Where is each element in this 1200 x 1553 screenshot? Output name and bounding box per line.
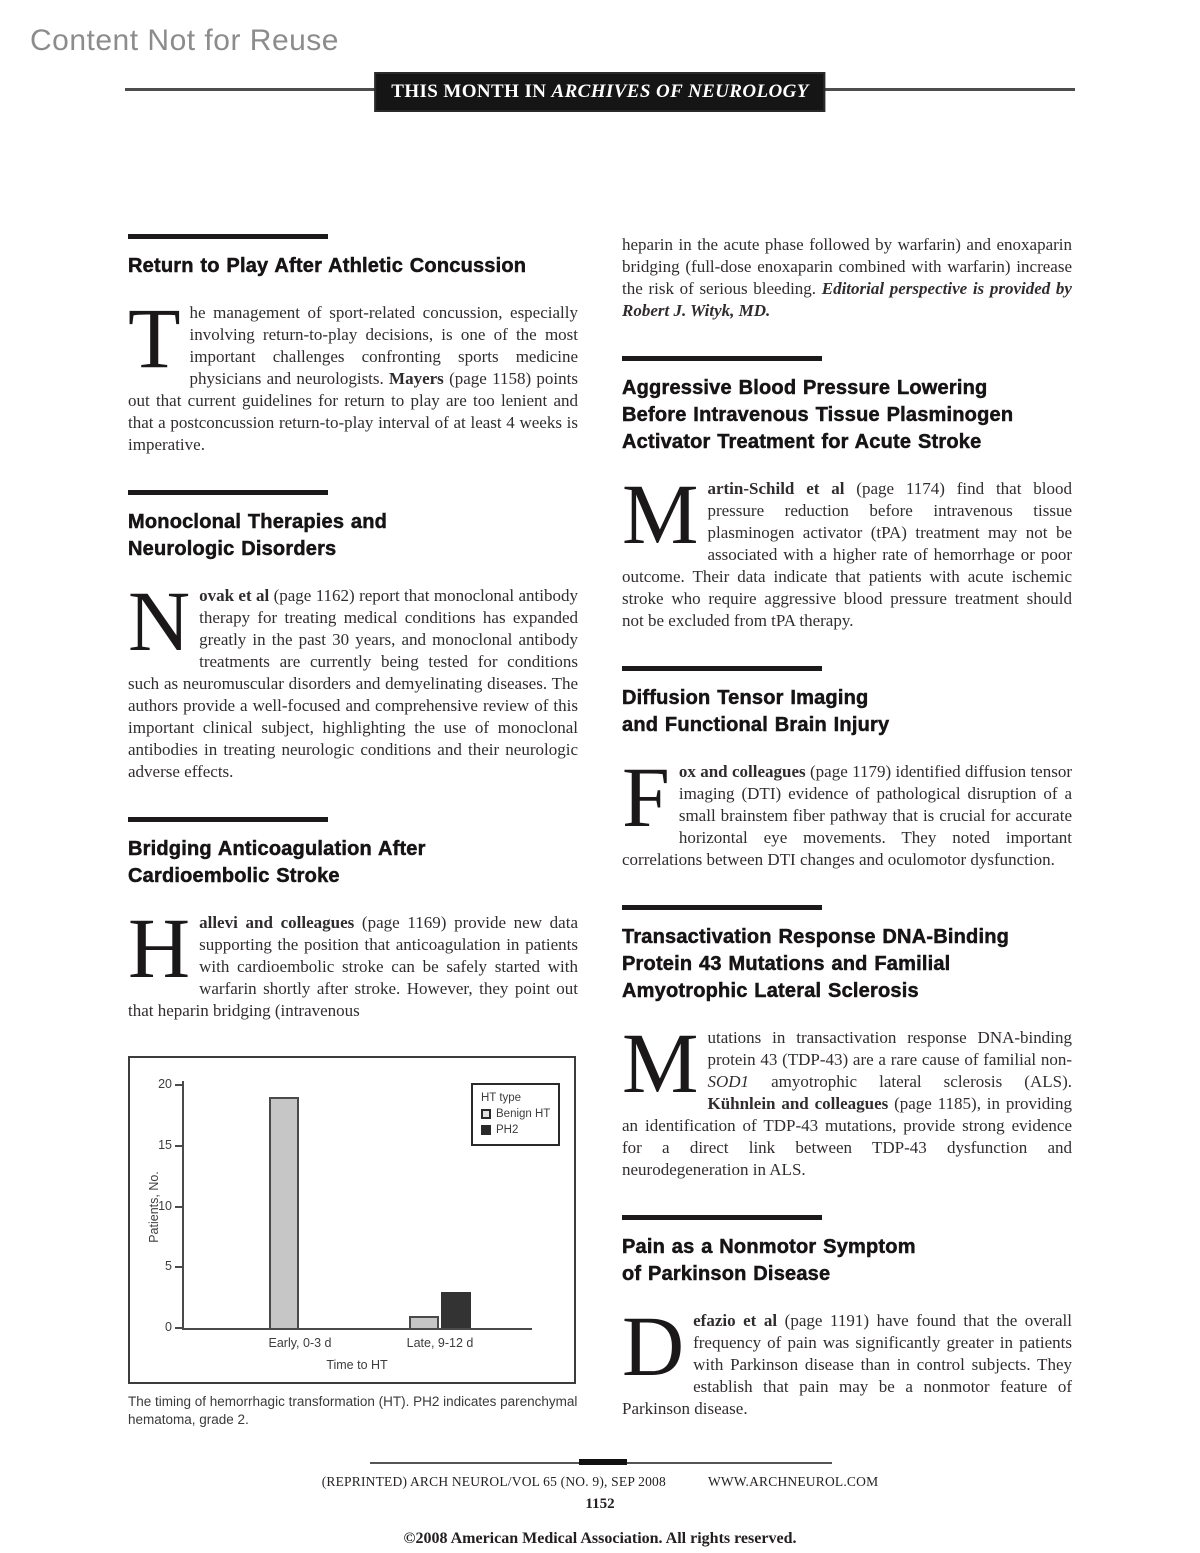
dropcap-letter: F: [622, 749, 670, 845]
footer-website-text: WWW.ARCHNEUROL.COM: [707, 1474, 879, 1489]
figure: [128, 1056, 578, 1429]
y-tick-label: 0: [165, 1320, 172, 1334]
legend-swatch-benign-ht: [481, 1109, 491, 1119]
text-segment: Editorial perspective is provided by Robert J. Wityk, MD.: [622, 279, 1072, 320]
text-segment: ox and colleagues: [678, 762, 806, 781]
article-section: [622, 356, 1072, 632]
section-rule: [622, 356, 822, 361]
text-segment: SOD1: [707, 1072, 750, 1091]
text-segment: Mayers: [389, 369, 444, 388]
text-segment: (page 1158) points out that current guidelines for return to play are too lenient and that a postconcussion return-to-play interval of at least 4 weeks is imperative.: [128, 369, 578, 454]
watermark-text: Content Not for Reuse: [30, 24, 339, 57]
banner-prefix: THIS MONTH IN: [391, 81, 552, 102]
legend-label: PH2: [496, 1124, 519, 1136]
text-segment: utations in transactivation response DNA-binding protein 43 (TDP-43) are a rare cause of familial non-: [707, 1028, 1072, 1069]
section-rule: [128, 490, 328, 495]
section-rule: [128, 234, 328, 239]
article-paragraph: [128, 900, 578, 1022]
bar-chart: [128, 1056, 576, 1384]
y-axis-tick: [175, 1206, 182, 1208]
y-tick-label: 10: [158, 1198, 172, 1213]
article-paragraph: [622, 1298, 1072, 1420]
benign-ht-bar: [269, 1097, 299, 1328]
legend-item: [481, 1106, 550, 1122]
article-section: [622, 905, 1072, 1181]
section-rule: [622, 905, 822, 910]
right-column: [622, 234, 1072, 1454]
text-segment: efazio et al: [693, 1311, 778, 1330]
section-rule: [128, 817, 328, 822]
legend-item: [481, 1122, 550, 1138]
x-tick-label: Early, 0-3 d: [268, 1336, 332, 1350]
text-segment: (page 1174) find that blood pressure reduction before intravenous tissue plasminogen activator (tPA) treatment may not be associated with a higher rate of hemorrhage or poor outcome. Their data indicate that patients with acute ischemic stroke who require aggressive blood pressure treatment should not be excluded from tPA therapy.: [622, 479, 1072, 630]
dropcap-letter: N: [128, 573, 191, 669]
text-segment: Kühnlein and colleagues: [707, 1094, 889, 1113]
dropcap-letter: H: [128, 900, 191, 996]
section-rule: [622, 1215, 822, 1220]
text-segment: artin-Schild et al: [707, 479, 845, 498]
article-section: [622, 666, 1072, 871]
figure-caption: The timing of hemorrhagic transformation (HT). PH2 indicates parenchymal hematoma, grade 2.: [128, 1394, 578, 1427]
dropcap-letter: M: [622, 1015, 699, 1111]
x-axis-title: Time to HT: [326, 1358, 388, 1372]
text-segment: allevi and colleagues: [199, 913, 355, 932]
section-rule: [622, 666, 822, 671]
article-heading: Transactivation Response DNA-Binding Protein 43 Mutations and Familial Amyotrophic Lateral Sclerosis: [622, 926, 1010, 1002]
x-tick-label: Late, 9-12 d: [406, 1336, 474, 1350]
footer-citation: [0, 1474, 1200, 1490]
text-segment: (page 1162) report that monoclonal antibody therapy for treating medical conditions has expanded greatly in the past 30 years, and monoclonal antibody treatments are currently being tested for conditions such as neuromuscular disorders and demyelinating diseases. The authors provide a well-focused and comprehensive review of this important clinical subject, highlighting the use of monoclonal antibodies in treating neurologic conditions and their neurologic adverse effects.: [128, 586, 578, 781]
text-segment: amyotrophic lateral sclerosis (ALS).: [749, 1072, 1072, 1091]
article-section: [128, 490, 578, 783]
text-segment: (page 1185), in providing an identification of TDP-43 mutations, provide strong evidence for a direct link between TDP-43 dysfunction and neurodegeneration in ALS.: [622, 1094, 1072, 1179]
article-paragraph: [622, 749, 1072, 871]
footer-reprint-text: (REPRINTED) ARCH NEUROL/VOL 65 (NO. 9), SEP 2008: [321, 1474, 666, 1489]
y-axis-tick: [175, 1266, 182, 1268]
dropcap-letter: M: [622, 466, 699, 562]
article-section: [622, 234, 1072, 322]
y-tick-label: 20: [158, 1077, 172, 1091]
article-heading: Monoclonal Therapies and Neurologic Disorders: [128, 511, 388, 560]
article-paragraph: [622, 234, 1072, 322]
left-column: [128, 234, 578, 1454]
text-segment: ovak et al: [199, 586, 270, 605]
footer-rule-accent: [579, 1459, 627, 1465]
y-axis-title: Patients, No.: [147, 1170, 161, 1243]
article-section: [128, 817, 578, 1022]
ph2-bar: [441, 1292, 471, 1328]
article-paragraph: [128, 290, 578, 456]
y-axis-line: [182, 1081, 184, 1330]
article-heading: Bridging Anticoagulation After Cardioembolic Stroke: [128, 838, 426, 887]
article-section: [622, 1215, 1072, 1420]
y-axis-tick: [175, 1327, 182, 1329]
legend-title: [481, 1090, 550, 1106]
y-axis-tick: [175, 1084, 182, 1086]
two-column-layout: [128, 234, 1072, 1454]
text-segment: he management of sport-related concussion, especially involving return-to-play decisions, is one of the most important challenges confronting sports medicine physicians and neurologists.: [189, 303, 578, 388]
y-tick-label: 15: [158, 1137, 172, 1152]
benign-ht-bar: [409, 1316, 439, 1328]
article-heading: Aggressive Blood Pressure Lowering Before Intravenous Tissue Plasminogen Activator Treatment for Acute Stroke: [622, 377, 1014, 453]
legend-label: Benign HT: [496, 1108, 551, 1120]
y-axis-tick: [175, 1145, 182, 1147]
text-segment: heparin in the acute phase followed by warfarin) and enoxaparin bridging (full-dose enoxaparin combined with warfarin) increase the risk of serious bleeding.: [622, 235, 1072, 298]
text-segment: (page 1169) provide new data supporting the position that anticoagulation in patients with cardioembolic stroke can be safely started with warfarin shortly after stroke. However, they point out that heparin bridging (intravenous: [128, 913, 578, 1020]
legend-label: HT type: [481, 1092, 522, 1104]
section-banner: [374, 72, 825, 112]
article-heading: Diffusion Tensor Imaging and Functional Brain Injury: [622, 687, 890, 736]
article-paragraph: [622, 1015, 1072, 1181]
article-heading: Return to Play After Athletic Concussion: [128, 255, 527, 277]
x-axis-line: [182, 1328, 532, 1330]
copyright-line: ©2008 American Medical Association. All rights reserved.: [403, 1530, 797, 1547]
article-section: [128, 234, 578, 456]
chart-legend: [471, 1083, 560, 1146]
text-segment: (page 1179) identified diffusion tensor imaging (DTI) evidence of pathological disruption of a small brainstem fiber pathway that is crucial for accurate horizontal eye movements. They noted important correlations between DTI changes and oculomotor dysfunction.: [622, 762, 1072, 869]
article-paragraph: [622, 466, 1072, 632]
y-tick-label: 5: [165, 1259, 172, 1274]
article-paragraph: [128, 573, 578, 783]
dropcap-letter: T: [128, 290, 181, 386]
banner-journal-title: ARCHIVES OF NEUROLOGY: [551, 81, 809, 102]
legend-swatch-ph2: [481, 1125, 491, 1135]
article-heading: Pain as a Nonmotor Symptom of Parkinson Disease: [622, 1236, 916, 1285]
dropcap-letter: D: [622, 1298, 685, 1394]
text-segment: (page 1191) have found that the overall frequency of pain was significantly greater in patients with Parkinson disease than in control subjects. They establish that pain may be a nonmotor feature of Parkinson disease.: [622, 1311, 1072, 1418]
page-number: 1152: [585, 1496, 615, 1512]
